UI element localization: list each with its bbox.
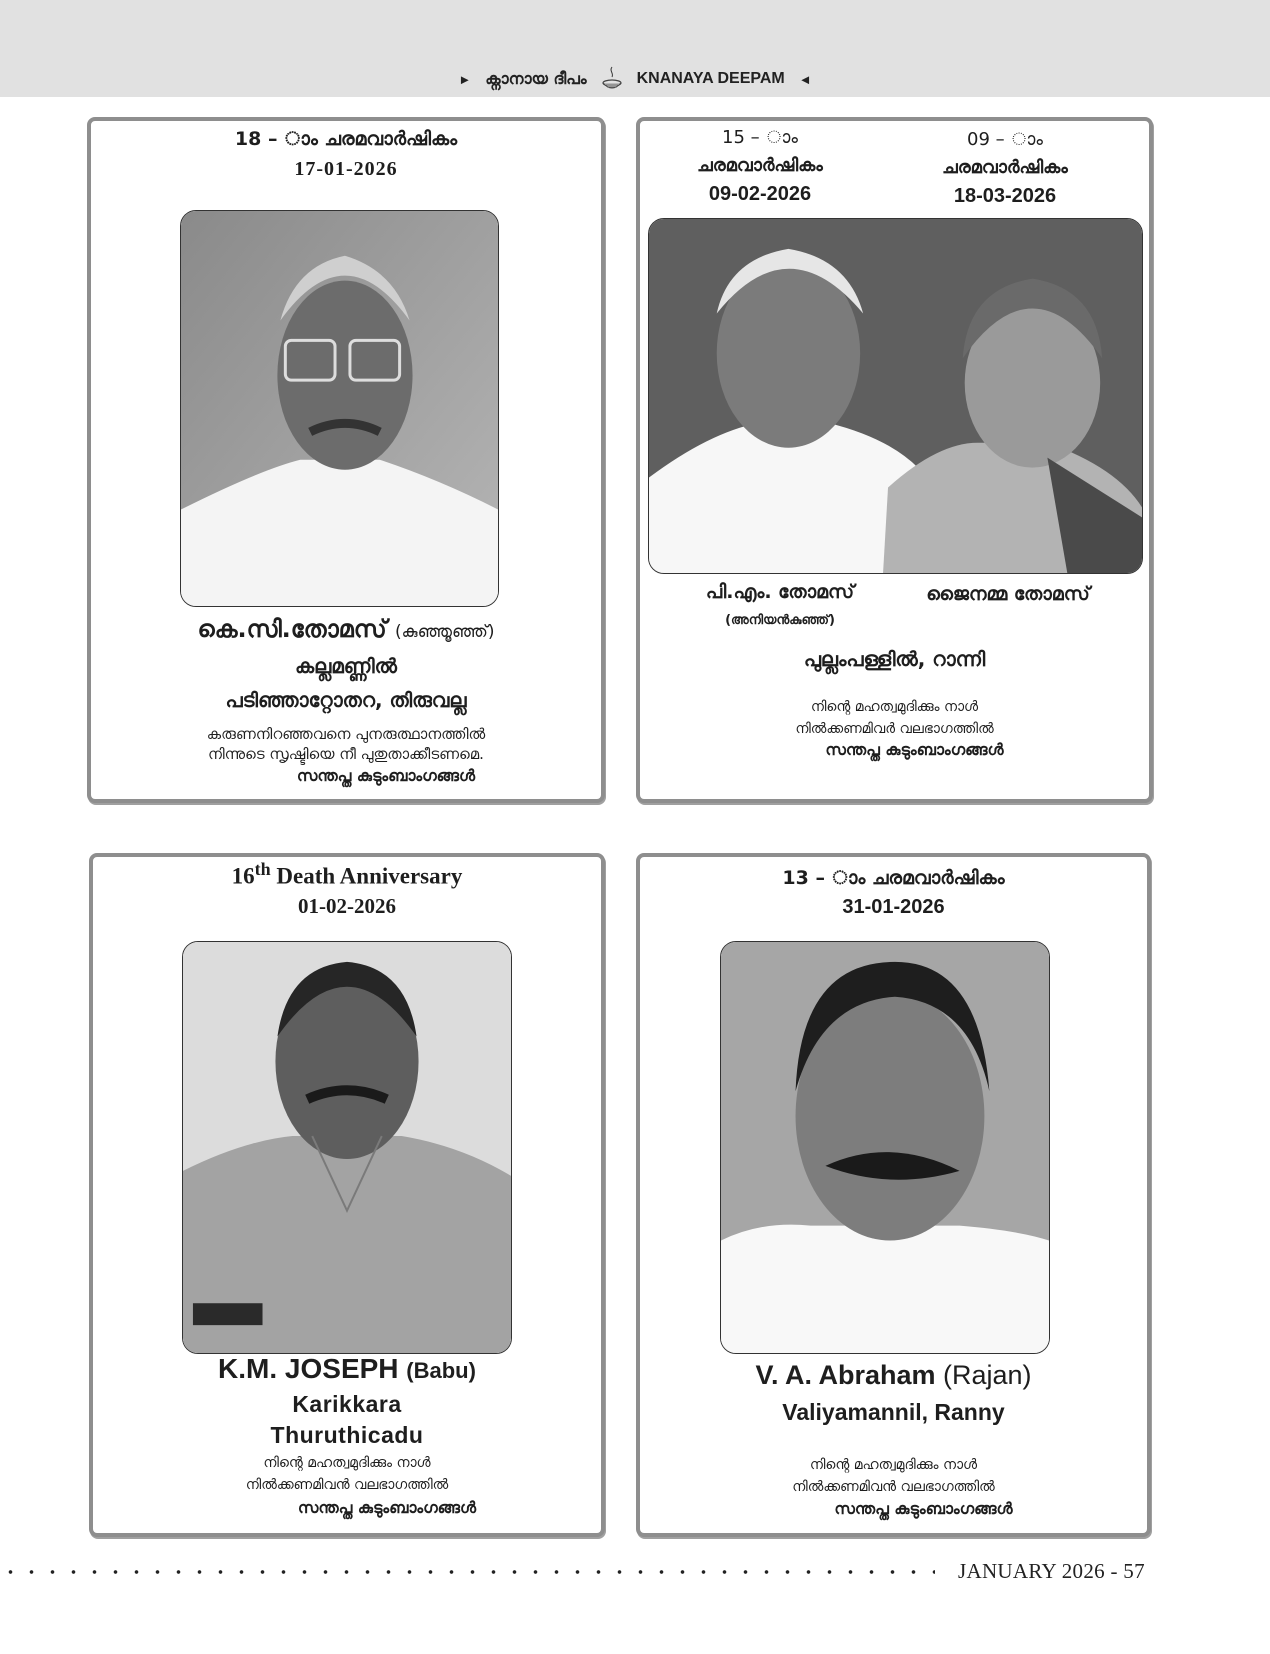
portrait-placeholder-icon — [183, 942, 511, 1353]
deceased-nickname: (Rajan) — [943, 1360, 1032, 1390]
deceased-name: K.M. JOSEPH — [218, 1353, 399, 1384]
deceased-name: കെ.സി.തോമസ് — [197, 615, 387, 643]
anniversary-number-1: 15 – ാം — [722, 127, 798, 148]
deceased-name-1: പി.എം. തോമസ് — [705, 581, 855, 603]
place-name: പടിഞ്ഞാറ്റോതറ, തിരുവല്ല — [225, 688, 467, 712]
place-name: Valiyamannil, Ranny — [782, 1399, 1005, 1425]
deceased-name: V. A. Abraham — [755, 1360, 936, 1390]
portrait-placeholder-icon — [181, 211, 498, 606]
masthead-title-malayalam: ക്നാനായ ദീപം — [485, 69, 587, 88]
right-pointer-icon: ► — [458, 71, 472, 87]
verse-line-1: നിന്റെ മഹത്വമുദിക്കും നാൾ — [810, 699, 979, 715]
verse-line-2: നിൽക്കണമിവൻ വലഭാഗത്തിൽ — [792, 1479, 995, 1495]
obituary-card-pm-thomas-jainamma — [636, 117, 1153, 803]
house-name: കല്ലമണ്ണിൽ — [295, 654, 397, 678]
place-name: Thuruthicadu — [270, 1422, 424, 1448]
deceased-nickname: (Babu) — [406, 1358, 476, 1383]
portrait-photo — [720, 941, 1050, 1354]
anniversary-heading — [93, 859, 601, 890]
oil-lamp-icon — [601, 66, 623, 92]
couple-portrait-placeholder-icon — [649, 219, 1142, 573]
anniversary-date: 31-01-2026 — [842, 896, 945, 918]
signoff: സന്തപ്ത കുടുംബാംഗങ്ങൾ — [825, 740, 1004, 759]
anniversary-date: 01-02-2026 — [298, 894, 396, 918]
verse-line-1: കരുണനിറഞ്ഞവനെ പുനരുത്ഥാനത്തിൽ — [206, 725, 486, 743]
verse-line-1: നിന്റെ മഹത്വമുദിക്കും നാൾ — [809, 1457, 978, 1473]
deceased-name-line — [640, 1360, 1147, 1391]
signoff: സന്തപ്ത കുടുംബാംഗങ്ങൾ — [297, 1498, 477, 1517]
verse-line-2: നിൽക്കണമിവൻ വലഭാഗത്തിൽ — [245, 1477, 449, 1493]
verse-line-2: നിൽക്കണമിവർ വലഭാഗത്തിൽ — [795, 721, 994, 737]
signoff: സന്തപ്ത കുടുംബാംഗങ്ങൾ — [296, 766, 476, 785]
deceased-name-line — [91, 615, 601, 643]
page-number-label: JANUARY 2026 - 57 — [958, 1559, 1145, 1583]
anniversary-heading: 13 – ാം ചരമവാർഷികം — [782, 867, 1005, 889]
masthead-title-english: KNANAYA DEEPAM — [636, 70, 785, 87]
anniversary-date: 17-01-2026 — [294, 158, 398, 180]
name-badge — [193, 1303, 263, 1325]
deceased-name-2: ജൈനമ്മ തോമസ് — [926, 583, 1090, 605]
left-pointer-icon: ◄ — [798, 71, 812, 87]
obituary-card-km-joseph — [89, 853, 605, 1537]
obituary-card-va-abraham — [636, 853, 1151, 1537]
anniversary-date-1: 09-02-2026 — [708, 183, 812, 205]
deceased-name-line — [93, 1353, 601, 1385]
masthead — [0, 66, 1270, 92]
deceased-nickname: (കുഞ്ഞൂഞ്ഞ്) — [395, 622, 495, 642]
obituary-card-kc-thomas — [87, 117, 605, 803]
anniversary-word-2: ചരമവാർഷികം — [942, 157, 1068, 178]
portrait-photo — [182, 941, 512, 1354]
anniversary-ordinal: th — [254, 859, 271, 879]
house-name: Karikkara — [292, 1391, 402, 1417]
verse-line-2: നിന്നുടെ സൃഷ്ടിയെ നീ പുതുതാക്കീടണമെ. — [208, 745, 484, 763]
anniversary-date-2: 18-03-2026 — [953, 185, 1057, 207]
couple-photo — [648, 218, 1143, 574]
footer-dotted-rule — [0, 1566, 935, 1578]
verse-line-1: നിന്റെ മഹത്വമുദിക്കും നാൾ — [263, 1455, 431, 1471]
portrait-placeholder-icon — [721, 942, 1049, 1353]
anniversary-heading: 18 – ാം ചരമവാർഷികം — [234, 128, 458, 150]
portrait-photo — [180, 210, 499, 607]
deceased-nickname-1: (അനിയൻകുഞ്ഞ്) — [725, 613, 835, 628]
anniversary-word-1: ചരമവാർഷികം — [697, 155, 823, 176]
signoff: സന്തപ്ത കുടുംബാംഗങ്ങൾ — [834, 1499, 1013, 1518]
anniversary-text: Death Anniversary — [276, 863, 463, 889]
place-name: പുല്ലംപള്ളിൽ, റാന്നി — [803, 647, 986, 671]
anniversary-number-2: 09 – ാം — [967, 129, 1043, 150]
anniversary-number: 16 — [231, 863, 255, 889]
